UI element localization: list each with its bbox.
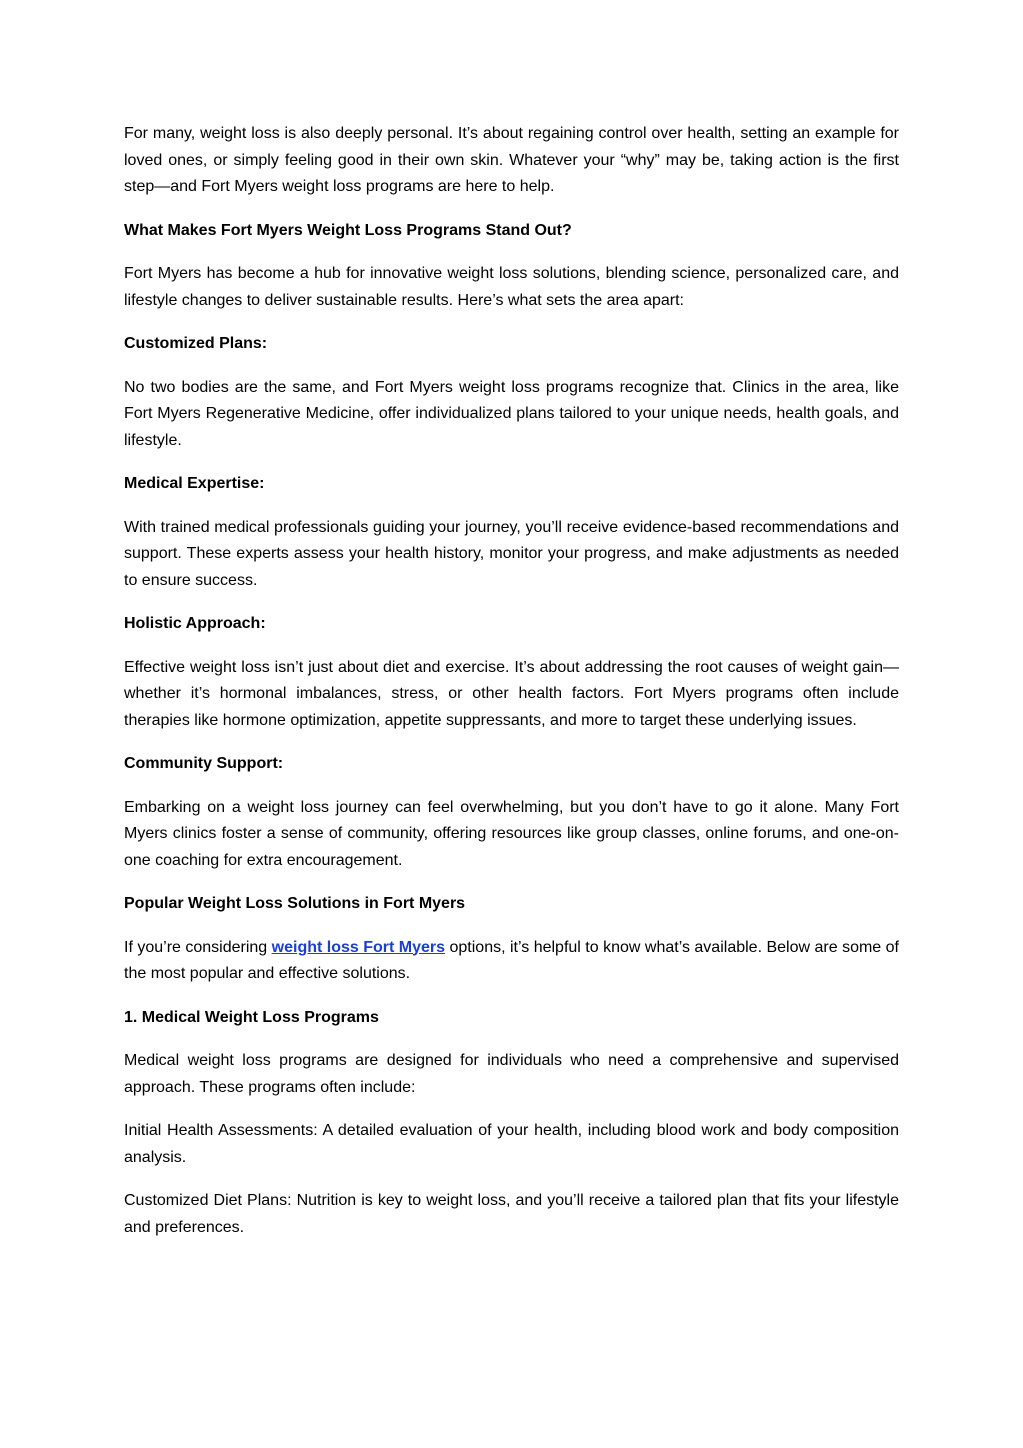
popular-solutions-paragraph — [124, 935, 899, 988]
heading-medical-expertise: Medical Expertise: — [124, 475, 265, 492]
weight-loss-fort-myers-link[interactable]: weight loss Fort Myers — [271, 938, 446, 956]
heading-medical-weight-loss-programs: 1. Medical Weight Loss Programs — [124, 1008, 379, 1026]
health-assessments-paragraph: Initial Health Assessments: A detailed evaluation of your health, including blood work and body composition analysis. — [124, 1122, 899, 1166]
intro-paragraph: For many, weight loss is also deeply personal. It’s about regaining control over health, setting an example for loved ones, or simply feeling good in their own skin. Whatever your “why” may be, taking action is the first step—and Fort Myers weight loss programs are here to help. — [124, 125, 899, 195]
stand-out-paragraph: Fort Myers has become a hub for innovative weight loss solutions, blending science, personalized care, and lifestyle changes to deliver sustainable results. Here’s what sets the area apart: — [124, 265, 899, 309]
medical-expertise-paragraph: With trained medical professionals guiding your journey, you’ll receive evidence-based recommendations and support. These experts assess your health history, monitor your progress, and make adjustments as needed to ensure success. — [124, 518, 899, 589]
community-support-paragraph: Embarking on a weight loss journey can feel overwhelming, but you don’t have to go it alone. Many Fort Myers clinics foster a sense of community, offering resources like group classes, online forums, and one-on-one coaching for extra encouragement. — [124, 798, 899, 869]
popular-text-before-link: If you’re considering — [124, 938, 272, 956]
heading-popular-solutions: Popular Weight Loss Solutions in Fort Myers — [124, 895, 466, 912]
medical-programs-paragraph: Medical weight loss programs are designed for individuals who need a comprehensive and supervised approach. These programs often include: — [124, 1052, 899, 1096]
heading-community-support: Community Support: — [124, 755, 284, 772]
heading-stand-out: What Makes Fort Myers Weight Loss Programs Stand Out? — [124, 221, 572, 239]
diet-plans-paragraph: Customized Diet Plans: Nutrition is key to weight loss, and you’ll receive a tailored plan that fits your lifestyle and preferences. — [124, 1192, 899, 1236]
heading-holistic-approach: Holistic Approach: — [124, 615, 266, 632]
popular-text-after-link: options, it’s helpful to know what’s available. Below are some of the most popular and effective solutions. — [124, 938, 899, 982]
holistic-approach-paragraph: Effective weight loss isn’t just about diet and exercise. It’s about addressing the root causes of weight gain—whether it’s hormonal imbalances, stress, or other health factors. Fort Myers programs often include therapies like hormone optimization, appetite suppressants, and more to target these underlying issues. — [124, 658, 899, 729]
customized-plans-paragraph: No two bodies are the same, and Fort Myers weight loss programs recognize that. Clinics in the area, like Fort Myers Regenerative Medicine, offer individualized plans tailored to your unique needs, health goals, and lifestyle. — [124, 378, 899, 449]
heading-customized-plans: Customized Plans: — [124, 335, 268, 352]
document-page — [124, 121, 899, 1258]
